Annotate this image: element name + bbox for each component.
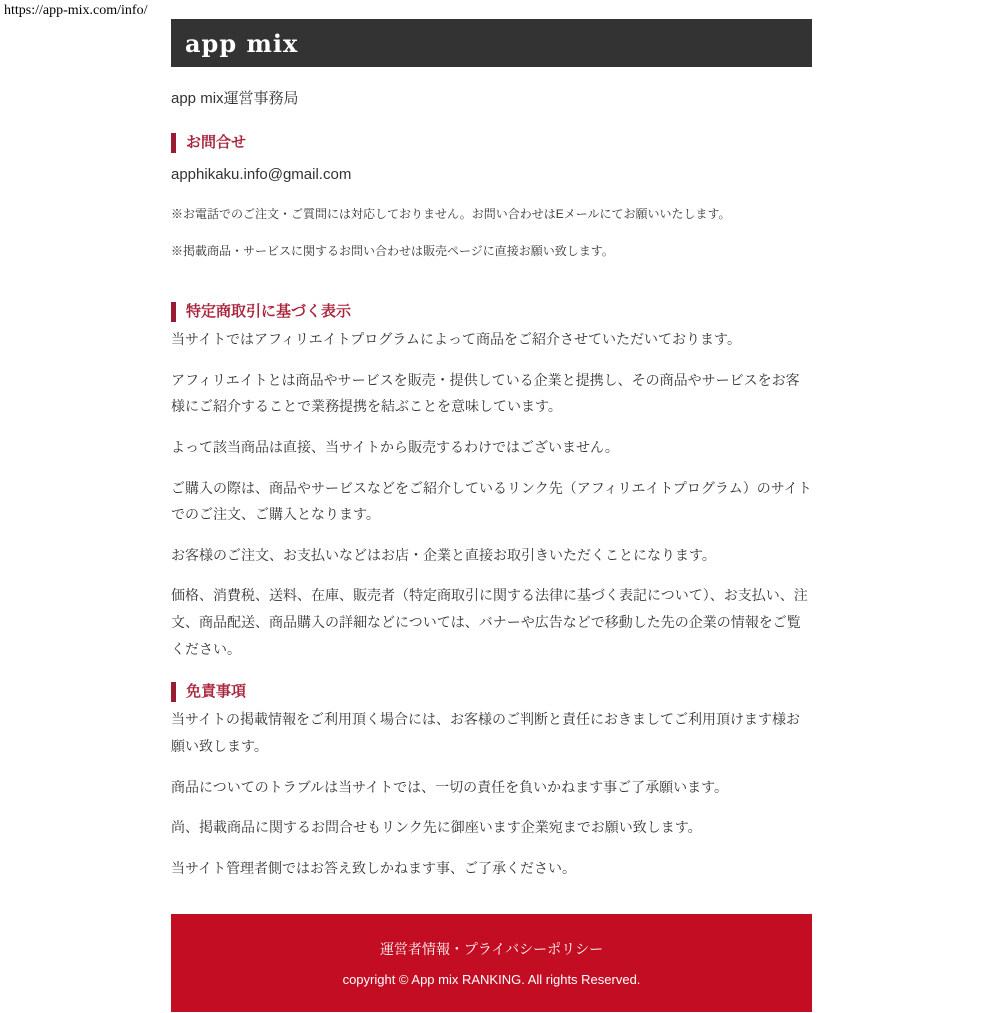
commerce-paragraph: よって該当商品は直接、当サイトから販売するわけではございません。 <box>171 438 619 455</box>
section-contact <box>171 133 812 260</box>
disclaimer-paragraph: 尚、掲載商品に関するお問合せもリンク先に御座います企業宛までお願い致します。 <box>171 819 702 836</box>
page-container <box>171 19 812 1012</box>
commerce-paragraph: お客様のご注文、お支払いなどはお店・企業と直接お取引きいただくことになります。 <box>171 546 716 563</box>
commerce-paragraph: 当サイトではアフィリエイトプログラムによって商品をご紹介させていただいております。 <box>171 331 741 348</box>
commerce-paragraph: ご購入の際は、商品やサービスなどをご紹介しているリンク先（アフィリエイトプログラム）のサイトでのご注文、ご購入となります。 <box>171 479 812 523</box>
commerce-law-heading: 特定商取引に基づく表示 <box>171 302 812 322</box>
disclaimer-paragraph: 商品についてのトラブルは当サイトでは、一切の責任を負いかねます事ご了承願います。 <box>171 778 729 795</box>
section-disclaimer <box>171 682 812 881</box>
disclaimer-paragraph: 当サイト管理者側ではお答え致しかねます事、ご了承ください。 <box>171 859 577 876</box>
contact-email: apphikaku.info@gmail.com <box>171 166 352 183</box>
site-header <box>171 19 812 67</box>
page-url: https://app-mix.com/info/ <box>4 3 148 18</box>
section-commerce-law <box>171 302 812 662</box>
contact-heading: お問合せ <box>171 133 812 153</box>
contact-note: ※掲載商品・サービスに関するお問い合わせは販売ページに直接お願い致します。 <box>171 244 614 259</box>
operator-name: app mix運営事務局 <box>171 90 299 107</box>
disclaimer-paragraph: 当サイトの掲載情報をご利用頂く場合には、お客様のご判断と責任におきましてご利用頂けます様お願い致します。 <box>171 711 801 754</box>
contact-note: ※お電話でのご注文・ご質問には対応しておりません。お問い合わせはEメールにてお願いいたします。 <box>171 206 731 221</box>
footer-privacy-link[interactable]: 運営者情報・プライバシーポリシー <box>379 941 604 958</box>
commerce-paragraph: 価格、消費税、送料、在庫、販売者（特定商取引に関する法律に基づく表記について）、お支払い、注文、商品配送、商品購入の詳細などについては、バナーや広告などで移動した先の企業の情報をご覧ください。 <box>171 587 808 657</box>
disclaimer-heading: 免責事項 <box>171 682 812 702</box>
commerce-paragraph: アフィリエイトとは商品やサービスを販売・提供している企業と提携し、その商品やサービスをお客様にご紹介することで業務提携を結ぶことを意味しています。 <box>171 371 800 415</box>
site-title[interactable]: app mix <box>185 28 299 58</box>
site-footer <box>171 914 812 1012</box>
footer-copyright: copyright © App mix RANKING. All rights Reserved. <box>342 972 641 988</box>
